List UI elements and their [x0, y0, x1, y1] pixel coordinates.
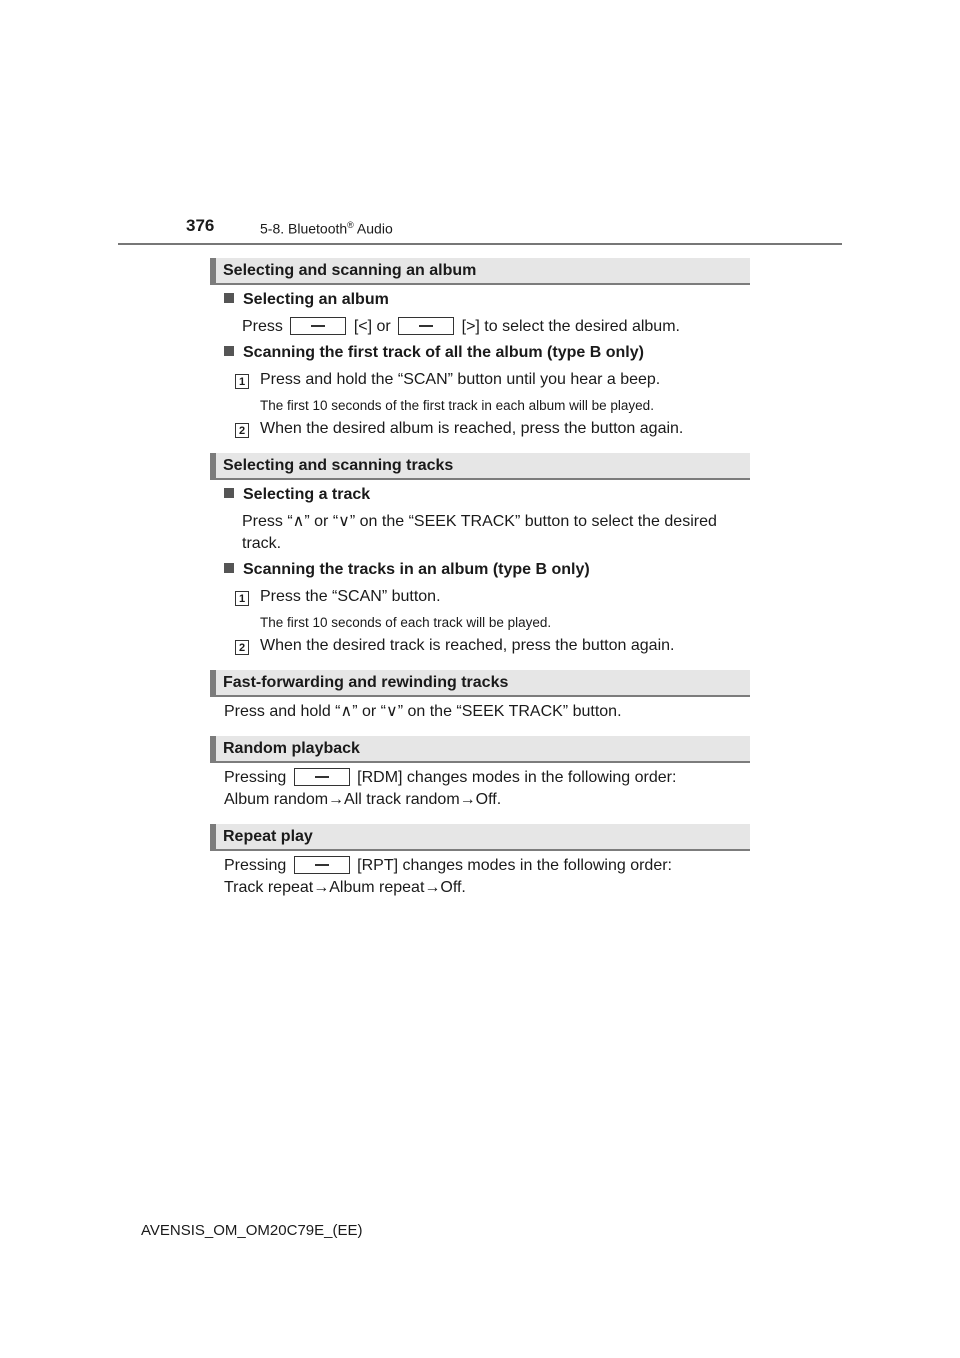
subheading-text: Selecting a track [243, 486, 371, 503]
section-name: 5-8. Bluetooth [260, 220, 348, 237]
rpt-text: [RPT] changes modes in the following order: [357, 857, 672, 874]
registered-mark: ® [347, 220, 354, 230]
next-text: [>] to select the desired album. [461, 318, 680, 335]
subheading-selecting-track [224, 486, 370, 504]
section-heading-album [210, 258, 750, 285]
section-heading-random-title: Random playback [223, 740, 360, 757]
repeat-line-1 [224, 855, 672, 877]
square-bullet-icon [224, 346, 234, 356]
section-heading-repeat-title: Repeat play [223, 828, 313, 845]
page-number: 376 [186, 216, 215, 235]
square-bullet-icon [224, 488, 234, 498]
subheading-scanning-tracks [224, 561, 590, 579]
section-heading-repeat [210, 824, 750, 851]
button-icon [294, 856, 350, 874]
album-select-instruction [242, 316, 680, 338]
prev-or-text: [<] or [353, 318, 391, 335]
step-1-text: Press the “SCAN” button. [260, 588, 441, 605]
step-1-text: Press and hold the “SCAN” button until you hear a beep. [260, 371, 661, 388]
square-bullet-icon [224, 563, 234, 573]
rdm-text: [RDM] changes modes in the following order: [357, 769, 677, 786]
track-select-line-1: Press “∧” or “∨” on the “SEEK TRACK” button to select the desired [242, 513, 717, 530]
step-2-text: When the desired album is reached, press the button again. [260, 420, 684, 437]
press-text: Press [242, 318, 283, 335]
random-line-1 [224, 767, 676, 789]
repeat-line-2: Track repeat→Album repeat→Off. [224, 879, 466, 896]
step-1-note: The first 10 seconds of the first track in each album will be played. [260, 398, 654, 413]
pressing-text: Pressing [224, 857, 287, 874]
subheading-selecting-album [224, 291, 389, 309]
subheading-scanning-first-track [224, 344, 644, 362]
section-heading-random [210, 736, 750, 763]
subheading-text: Scanning the tracks in an album (type B only) [243, 561, 590, 578]
section-heading-fast-forward [210, 670, 750, 697]
fast-forward-text: Press and hold “∧” or “∨” on the “SEEK TRACK” button. [224, 703, 622, 720]
button-icon [294, 768, 350, 786]
section-heading-tracks-title: Selecting and scanning tracks [223, 457, 454, 474]
subheading-text: Selecting an album [243, 291, 389, 308]
section-heading-fast-title: Fast-forwarding and rewinding tracks [223, 674, 509, 691]
step-number-2: 2 [235, 423, 249, 438]
section-label [260, 220, 393, 237]
button-icon [398, 317, 454, 335]
pressing-text: Pressing [224, 769, 287, 786]
random-line-2: Album random→All track random→Off. [224, 791, 502, 808]
section-heading-tracks [210, 453, 750, 480]
step-number-1: 1 [235, 591, 249, 606]
button-icon [290, 317, 346, 335]
header-rule [118, 243, 842, 245]
section-heading-album-title: Selecting and scanning an album [223, 262, 477, 279]
step-number-1: 1 [235, 374, 249, 389]
track-select-line-2: track. [242, 535, 282, 552]
document-code: AVENSIS_OM_OM20C79E_(EE) [141, 1222, 363, 1239]
step-2-text: When the desired track is reached, press the button again. [260, 637, 675, 654]
step-1-note: The first 10 seconds of each track will be played. [260, 615, 552, 630]
square-bullet-icon [224, 293, 234, 303]
section-suffix: Audio [353, 220, 393, 237]
subheading-text: Scanning the first track of all the album (type B only) [243, 344, 644, 361]
step-number-2: 2 [235, 640, 249, 655]
